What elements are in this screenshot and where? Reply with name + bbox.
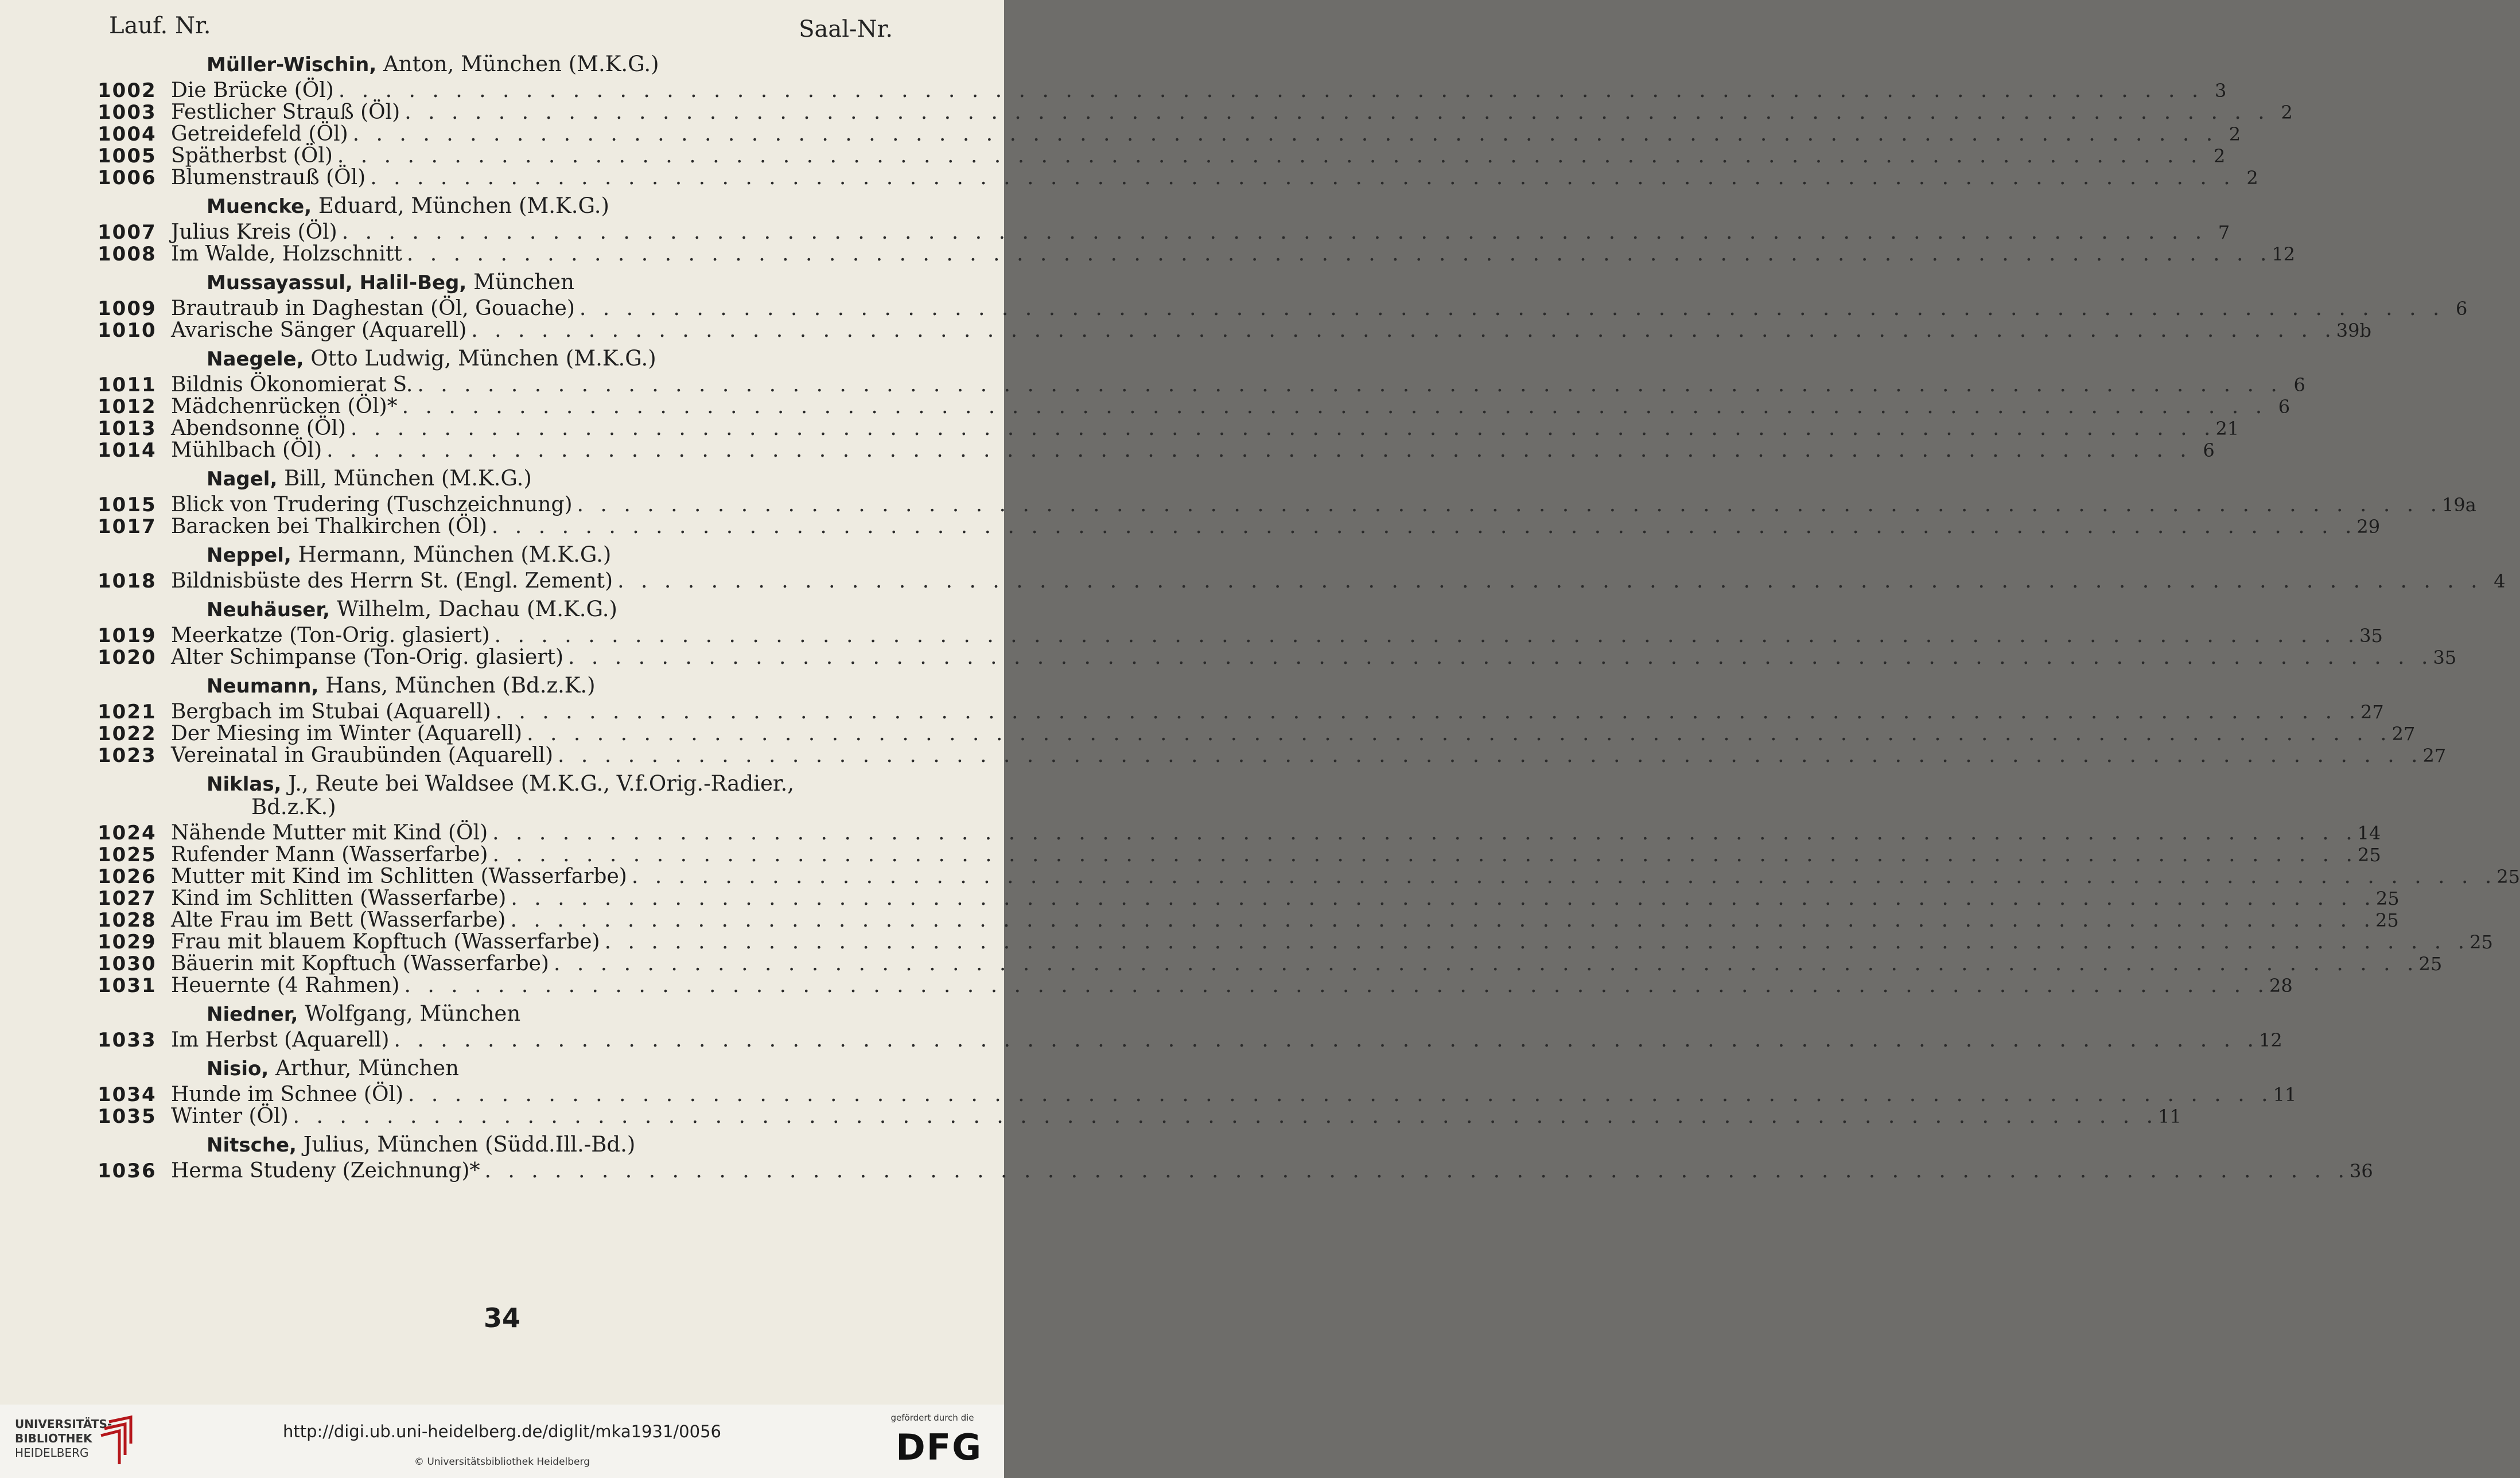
artist-heading	[207, 265, 889, 298]
copyright-notice: © Universitätsbibliothek Heidelberg	[414, 1456, 590, 1468]
entry-saal-number: 2	[2246, 167, 2258, 189]
entry-number: 1018	[98, 570, 157, 593]
entry-title: Herma Studeny (Zeichnung)*	[171, 1159, 480, 1183]
dot-leader: . . . . . . . . . . . . . . . . . . . . . . . . . . . . . . . . . . . . . . . . . . . . . . . . . . . . . . . . . . . . . . . . . . . . . . . . . . . . . . . .	[406, 242, 2272, 266]
entry-title: Mädchenrücken (Öl)*	[171, 395, 398, 418]
entry-saal-number: 6	[2203, 439, 2215, 461]
catalog-entry	[98, 1104, 2181, 1128]
entry-title: Blick von Trudering (Tuschzeichnung)	[171, 493, 573, 516]
catalog-entry	[98, 166, 2258, 189]
catalog-entry	[98, 645, 2457, 669]
dot-leader: . . . . . . . . . . . . . . . . . . . . . . . . . . . . . . . . . . . . . . . . . . . . . . . . . . . . . . . . . . . . . . . . . . . . . . . . . . . . . . . .	[350, 417, 2216, 440]
catalog-entry	[98, 930, 2493, 954]
catalog-entry	[98, 242, 2296, 266]
artist-details: Hermann, München (M.K.G.)	[298, 542, 612, 567]
dot-leader: . . . . . . . . . . . . . . . . . . . . . . . . . . . . . . . . . . . . . . . . . . . . . . . . . . . . . . . . . . . . . . . . . . . . . . . . . . . . . . . .	[471, 318, 2336, 342]
entry-number: 1008	[98, 243, 157, 266]
entry-number: 1007	[98, 221, 157, 244]
entry-title: Nähende Mutter mit Kind (Öl)	[171, 821, 488, 845]
catalog-entry	[98, 395, 2290, 418]
entry-number: 1006	[98, 166, 157, 189]
entry-title: Baracken bei Thalkirchen (Öl)	[171, 515, 487, 538]
artist-heading	[207, 189, 889, 221]
artist-details: Anton, München (M.K.G.)	[383, 52, 659, 76]
dot-leader: . . . . . . . . . . . . . . . . . . . . . . . . . . . . . . . . . . . . . . . . . . . . . . . . . . . . . . . . . . . . . . . . . . . . . . . . . . . . . . . .	[492, 843, 2358, 866]
entry-number: 1010	[98, 319, 157, 342]
artist-details: Otto Ludwig, München (M.K.G.)	[310, 346, 656, 371]
dot-leader: . . . . . . . . . . . . . . . . . . . . . . . . . . . . . . . . . . . . . . . . . . . . . . . . . . . . . . . . . . . . . . . . . . . . . . . . . . . . . . . .	[408, 1083, 2273, 1106]
entry-saal-number: 27	[2422, 745, 2447, 767]
dot-leader: . . . . . . . . . . . . . . . . . . . . . . . . . . . . . . . . . . . . . . . . . . . . . . . . . . . . . . . . . . . . . . . . . . . . . . . . . . . . . . . .	[404, 974, 2269, 997]
artist-name: Nisio,	[207, 1057, 269, 1080]
dot-leader: . . . . . . . . . . . . . . . . . . . . . . . . . . . . . . . . . . . . . . . . . . . . . . . . . . . . . . . . . . . . . . . . . . . . . . . . . . . . . . . .	[338, 79, 2204, 102]
entry-title: Festlicher Strauß (Öl)	[171, 100, 400, 124]
column-header-saal-nr: Saal-Nr.	[799, 16, 893, 42]
artist-details: Wilhelm, Dachau (M.K.G.)	[336, 597, 617, 621]
dot-leader: . . . . . . . . . . . . . . . . . . . . . . . . . . . . . . . . . . . . . . . . . . . . . . . . . . . . . . . . . . . . . . . . . . . . . . . . . . . . . . . .	[577, 493, 2443, 516]
artist-heading	[207, 341, 889, 374]
artist-name: Neumann,	[207, 675, 319, 698]
catalog-entry	[98, 1159, 2373, 1183]
entry-saal-number: 39b	[2336, 320, 2371, 341]
entry-title: Avarische Sänger (Aquarell)	[171, 318, 467, 342]
entry-number: 1011	[98, 374, 157, 396]
catalog-entry	[98, 843, 2381, 866]
entry-saal-number: 6	[2293, 374, 2305, 396]
artist-details-continued: Bd.z.K.)	[251, 795, 336, 819]
dot-leader: . . . . . . . . . . . . . . . . . . . . . . . . . . . . . . . . . . . . . . . . . . . . . . . . . . . . . . . . . . . . . . . . . . . . . . . . . . . . . . . .	[352, 122, 2218, 146]
catalog-entry	[98, 744, 2447, 767]
dot-leader: . . . . . . . . . . . . . . . . . . . . . . . . . . . . . . . . . . . . . . . . . . . . . . . . . . . . . . . . . . . . . . . . . . . . . . . . . . . . . . . .	[405, 100, 2270, 124]
artist-details: Arthur, München	[275, 1056, 459, 1080]
catalog-entry	[98, 974, 2293, 997]
artist-name: Nitsche,	[207, 1134, 297, 1157]
artist-name: Naegele,	[207, 348, 304, 371]
entry-saal-number: 28	[2269, 975, 2293, 997]
entry-number: 1021	[98, 701, 157, 724]
entry-title: Hunde im Schnee (Öl)	[171, 1083, 404, 1106]
dot-leader: . . . . . . . . . . . . . . . . . . . . . . . . . . . . . . . . . . . . . . . . . . . . . . . . . . . . . . . . . . . . . . . . . . . . . . . . . . . . . . . .	[337, 144, 2203, 168]
artist-heading	[207, 53, 889, 80]
catalog-entry	[98, 624, 2383, 647]
entry-title: Julius Kreis (Öl)	[171, 220, 337, 244]
dot-leader: . . . . . . . . . . . . . . . . . . . . . . . . . . . . . . . . . . . . . . . . . . . . . . . . . . . . . . . . . . . . . . . . . . . . . . . . . . . . . . . .	[511, 886, 2376, 910]
dot-leader: . . . . . . . . . . . . . . . . . . . . . . . . . . . . . . . . . . . . . . . . . . . . . . . . . . . . . . . . . . . . . . . . . . . . . . . . . . . . . . . .	[495, 700, 2361, 724]
entry-saal-number: 25	[2418, 953, 2443, 975]
entry-number: 1019	[98, 624, 157, 647]
entry-number: 1015	[98, 493, 157, 516]
catalog-entry	[98, 373, 2305, 396]
entry-title: Der Miesing im Winter (Aquarell)	[171, 722, 523, 745]
catalog-entry	[98, 569, 2506, 593]
artist-details: Hans, München (Bd.z.K.)	[325, 673, 596, 698]
entry-number: 1022	[98, 722, 157, 745]
dfg-logo: DFG	[896, 1426, 982, 1468]
catalog-entry	[98, 220, 2230, 244]
dot-leader: . . . . . . . . . . . . . . . . . . . . . . . . . . . . . . . . . . . . . . . . . . . . . . . . . . . . . . . . . . . . . . . . . . . . . . . . . . . . . . . .	[293, 1104, 2159, 1128]
entry-saal-number: 29	[2356, 516, 2381, 538]
entry-saal-number: 11	[2273, 1084, 2297, 1106]
entry-title: Meerkatze (Ton-Orig. glasiert)	[171, 624, 490, 647]
dot-leader: . . . . . . . . . . . . . . . . . . . . . . . . . . . . . . . . . . . . . . . . . . . . . . . . . . . . . . . . . . . . . . . . . . . . . . . . . . . . . . . .	[402, 395, 2268, 418]
dot-leader: . . . . . . . . . . . . . . . . . . . . . . . . . . . . . . . . . . . . . . . . . . . . . . . . . . . . . . . . . . . . . . . . . . . . . . . . . . . . . . . .	[604, 930, 2470, 954]
entry-saal-number: 11	[2158, 1106, 2181, 1127]
column-header-lauf-nr: Lauf. Nr.	[109, 13, 211, 39]
catalog-entry	[98, 297, 2468, 320]
artist-details: Wolfgang, München	[305, 1001, 521, 1026]
entry-title: Spätherbst (Öl)	[171, 144, 333, 168]
source-url-link[interactable]: http://digi.ub.uni-heidelberg.de/diglit/mka1931/0056	[283, 1422, 721, 1441]
artist-heading	[207, 1051, 889, 1084]
artist-heading	[207, 668, 889, 701]
dot-leader: . . . . . . . . . . . . . . . . . . . . . . . . . . . . . . . . . . . . . . . . . . . . . . . . . . . . . . . . . . . . . . . . . . . . . . . . . . . . . . . .	[494, 624, 2360, 647]
artist-details: Bill, München (M.K.G.)	[284, 466, 532, 491]
catalog-entry	[98, 1028, 2282, 1052]
artist-heading	[207, 767, 889, 822]
entry-title: Bildnis Ökonomierat S.	[171, 373, 413, 396]
entry-number: 1029	[98, 931, 157, 954]
entry-saal-number: 25	[2470, 931, 2493, 953]
dot-leader: . . . . . . . . . . . . . . . . . . . . . . . . . . . . . . . . . . . . . . . . . . . . . . . . . . . . . . . . . . . . . . . . . . . . . . . . . . . . . . . .	[417, 373, 2282, 396]
entry-title: Bildnisbüste des Herrn St. (Engl. Zement)	[171, 569, 613, 593]
entry-saal-number: 25	[2375, 909, 2399, 931]
funding-note: gefördert durch die	[890, 1413, 974, 1423]
artist-name: Mussayassul, Halil-Beg,	[207, 271, 467, 294]
entry-title: Vereinatal in Graubünden (Aquarell)	[171, 744, 554, 767]
artist-name: Neppel,	[207, 544, 291, 567]
artist-name: Niedner,	[207, 1003, 298, 1026]
dot-leader: . . . . . . . . . . . . . . . . . . . . . . . . . . . . . . . . . . . . . . . . . . . . . . . . . . . . . . . . . . . . . . . . . . . . . . . . . . . . . . . .	[558, 744, 2423, 767]
entry-saal-number: 35	[2359, 625, 2383, 647]
entry-saal-number: 4	[2494, 570, 2506, 592]
catalog-entry	[98, 722, 2416, 745]
dot-leader: . . . . . . . . . . . . . . . . . . . . . . . . . . . . . . . . . . . . . . . . . . . . . . . . . . . . . . . . . . . . . . . . . . . . . . . . . . . . . . . .	[484, 1159, 2350, 1183]
entry-saal-number: 7	[2218, 221, 2230, 243]
catalog-entry	[98, 700, 2384, 724]
entry-saal-number: 2	[2214, 145, 2226, 167]
catalog-entry	[98, 438, 2215, 462]
entry-number: 1031	[98, 974, 157, 997]
entry-number: 1033	[98, 1029, 157, 1052]
entry-number: 1017	[98, 515, 157, 538]
entry-number: 1014	[98, 439, 157, 462]
entry-title: Bäuerin mit Kopftuch (Wasserfarbe)	[171, 952, 549, 975]
artist-name: Nagel,	[207, 468, 278, 491]
dot-leader: . . . . . . . . . . . . . . . . . . . . . . . . . . . . . . . . . . . . . . . . . . . . . . . . . . . . . . . . . . . . . . . . . . . . . . . . . . . . . . . .	[491, 515, 2357, 538]
artist-details: Eduard, München (M.K.G.)	[318, 193, 609, 218]
catalog-entry	[98, 79, 2227, 102]
entry-number: 1009	[98, 297, 157, 320]
artist-details: München	[473, 270, 574, 294]
dot-leader: . . . . . . . . . . . . . . . . . . . . . . . . . . . . . . . . . . . . . . . . . . . . . . . . . . . . . . . . . . . . . . . . . . . . . . . . . . . . . . . .	[492, 821, 2358, 845]
entry-title: Mühlbach (Öl)	[171, 438, 322, 462]
catalog-entry	[98, 952, 2443, 975]
entry-number: 1020	[98, 646, 157, 669]
entry-title: Blumenstrauß (Öl)	[171, 166, 366, 189]
catalog-entry	[98, 100, 2293, 124]
dot-leader: . . . . . . . . . . . . . . . . . . . . . . . . . . . . . . . . . . . . . . . . . . . . . . . . . . . . . . . . . . . . . . . . . . . . . . . . . . . . . . . .	[370, 166, 2235, 189]
artist-name: Niklas,	[207, 773, 282, 796]
artist-heading	[207, 592, 889, 625]
dot-leader: . . . . . . . . . . . . . . . . . . . . . . . . . . . . . . . . . . . . . . . . . . . . . . . . . . . . . . . . . . . . . . . . . . . . . . . . . . . . . . . .	[341, 220, 2207, 244]
entry-title: Kind im Schlitten (Wasserfarbe)	[171, 886, 507, 910]
entry-title: Bergbach im Stubai (Aquarell)	[171, 700, 491, 724]
library-name-line3: HEIDELBERG	[15, 1446, 89, 1460]
entry-title: Frau mit blauem Kopftuch (Wasserfarbe)	[171, 930, 600, 954]
entry-number: 1030	[98, 952, 157, 975]
catalog-entry	[98, 515, 2381, 538]
entry-number: 1004	[98, 123, 157, 146]
entry-title: Mutter mit Kind im Schlitten (Wasserfarbe)	[171, 865, 627, 888]
dot-leader: . . . . . . . . . . . . . . . . . . . . . . . . . . . . . . . . . . . . . . . . . . . . . . . . . . . . . . . . . . . . . . . . . . . . . . . . . . . . . . . .	[568, 645, 2433, 669]
catalog-entry	[98, 886, 2400, 910]
entry-title: Alter Schimpanse (Ton-Orig. glasiert)	[171, 645, 563, 669]
dot-leader: . . . . . . . . . . . . . . . . . . . . . . . . . . . . . . . . . . . . . . . . . . . . . . . . . . . . . . . . . . . . . . . . . . . . . . . . . . . . . . . .	[579, 297, 2445, 320]
entry-saal-number: 14	[2357, 822, 2381, 844]
library-name-line2: BIBLIOTHEK	[15, 1432, 92, 1445]
artist-details: J., Reute bei Waldsee (M.K.G., V.f.Orig.-Radier.,	[288, 771, 794, 796]
entry-number: 1005	[98, 145, 157, 168]
entry-saal-number: 12	[2258, 1029, 2282, 1051]
artist-details: Julius, München (Südd.Ill.-Bd.)	[303, 1132, 636, 1157]
entry-title: Brautraub in Daghestan (Öl, Gouache)	[171, 297, 575, 320]
entry-number: 1012	[98, 395, 157, 418]
entry-saal-number: 25	[2496, 866, 2520, 888]
entry-title: Alte Frau im Bett (Wasserfarbe)	[171, 908, 506, 932]
entry-saal-number: 12	[2272, 243, 2296, 265]
catalog-entry	[98, 865, 2520, 888]
entry-number: 1024	[98, 822, 157, 845]
artist-heading	[207, 538, 889, 570]
catalog-entry	[98, 417, 2239, 440]
entry-saal-number: 3	[2214, 80, 2227, 102]
entry-saal-number: 2	[2281, 102, 2293, 123]
entry-number: 1028	[98, 909, 157, 932]
entry-saal-number: 36	[2349, 1160, 2373, 1182]
entry-number: 1026	[98, 865, 157, 888]
entry-saal-number: 25	[2357, 844, 2381, 866]
library-name-line1: UNIVERSITÄTS-	[15, 1417, 112, 1431]
entry-number: 1003	[98, 101, 157, 124]
footer-bar	[0, 1405, 1004, 1478]
dot-leader: . . . . . . . . . . . . . . . . . . . . . . . . . . . . . . . . . . . . . . . . . . . . . . . . . . . . . . . . . . . . . . . . . . . . . . . . . . . . . . . .	[617, 569, 2483, 593]
dot-leader: . . . . . . . . . . . . . . . . . . . . . . . . . . . . . . . . . . . . . . . . . . . . . . . . . . . . . . . . . . . . . . . . . . . . . . . . . . . . . . . .	[527, 722, 2392, 745]
catalog-entry	[98, 908, 2399, 932]
entry-title: Die Brücke (Öl)	[171, 79, 334, 102]
dot-leader: . . . . . . . . . . . . . . . . . . . . . . . . . . . . . . . . . . . . . . . . . . . . . . . . . . . . . . . . . . . . . . . . . . . . . . . . . . . . . . . .	[553, 952, 2419, 975]
entry-saal-number: 6	[2278, 396, 2290, 418]
entry-saal-number: 27	[2360, 701, 2384, 723]
entry-title: Im Walde, Holzschnitt	[171, 242, 402, 266]
catalog-entry	[98, 493, 2476, 516]
artist-heading	[207, 997, 889, 1029]
dot-leader: . . . . . . . . . . . . . . . . . . . . . . . . . . . . . . . . . . . . . . . . . . . . . . . . . . . . . . . . . . . . . . . . . . . . . . . . . . . . . . . .	[394, 1028, 2259, 1052]
artist-heading	[207, 1127, 889, 1160]
entry-number: 1036	[98, 1160, 157, 1183]
entry-title: Getreidefeld (Öl)	[171, 122, 348, 146]
entry-title: Abendsonne (Öl)	[171, 417, 346, 440]
entry-number: 1035	[98, 1105, 157, 1128]
entry-saal-number: 19a	[2442, 494, 2476, 516]
catalog-entry	[98, 1083, 2297, 1106]
catalog-list	[98, 52, 2520, 1183]
entry-saal-number: 25	[2375, 888, 2400, 909]
entry-title: Heuernte (4 Rahmen)	[171, 974, 400, 997]
entry-saal-number: 6	[2456, 298, 2468, 320]
catalog-entry	[98, 318, 2371, 342]
artist-heading	[207, 461, 889, 494]
dot-leader: . . . . . . . . . . . . . . . . . . . . . . . . . . . . . . . . . . . . . . . . . . . . . . . . . . . . . . . . . . . . . . . . . . . . . . . . . . . . . . . .	[510, 908, 2375, 932]
entry-number: 1025	[98, 843, 157, 866]
catalog-entry	[98, 122, 2241, 146]
artist-name: Neuhäuser,	[207, 598, 330, 621]
entry-saal-number: 2	[2229, 123, 2241, 145]
entry-title: Winter (Öl)	[171, 1104, 289, 1128]
catalog-entry	[98, 144, 2226, 168]
catalog-entry	[98, 821, 2381, 845]
entry-saal-number: 35	[2433, 647, 2457, 668]
entry-number: 1013	[98, 417, 157, 440]
entry-title: Im Herbst (Aquarell)	[171, 1028, 390, 1052]
entry-number: 1023	[98, 744, 157, 767]
entry-number: 1034	[98, 1083, 157, 1106]
entry-number: 1027	[98, 887, 157, 910]
entry-saal-number: 21	[2215, 418, 2239, 439]
entry-title: Rufender Mann (Wasserfarbe)	[171, 843, 488, 866]
artist-name: Müller-Wischin,	[207, 53, 377, 76]
entry-saal-number: 27	[2391, 723, 2416, 745]
entry-number: 1002	[98, 79, 157, 102]
dot-leader: . . . . . . . . . . . . . . . . . . . . . . . . . . . . . . . . . . . . . . . . . . . . . . . . . . . . . . . . . . . . . . . . . . . . . . . . . . . . . . . .	[631, 865, 2497, 888]
page-number: 34	[483, 1302, 520, 1333]
dot-leader: . . . . . . . . . . . . . . . . . . . . . . . . . . . . . . . . . . . . . . . . . . . . . . . . . . . . . . . . . . . . . . . . . . . . . . . . . . . . . . . .	[326, 438, 2192, 462]
artist-name: Muencke,	[207, 195, 312, 218]
